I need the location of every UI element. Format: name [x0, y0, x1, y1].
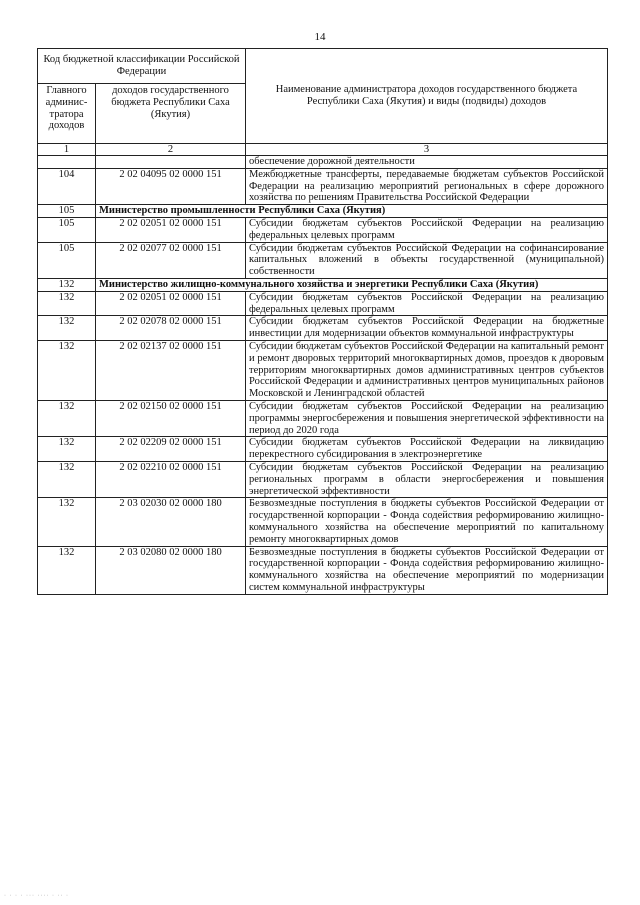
- name-column-header: Наименование администратора доходов государственного бюджета Республики Саха (Якутия) и виды (подвиды) доходов: [246, 49, 608, 144]
- revenue-codes-header: доходов государственного бюджета Республики Саха (Якутия): [96, 84, 246, 144]
- admin-code-cell: 132: [38, 437, 96, 462]
- revenue-name-cell: обеспечение дорожной деятельности: [246, 156, 608, 169]
- admin-code-cell: 132: [38, 316, 96, 341]
- revenue-name-cell: Безвозмездные поступления в бюджеты субъектов Российской Федерации от государственной корпорации - Фонда содействия реформированию жилищно-коммунального хозяйства на обеспечение мероприятий по модернизации систем коммунальной инфраструктуры: [246, 546, 608, 594]
- table-row: [38, 217, 608, 242]
- revenue-code-cell: 2 03 02080 02 0000 180: [96, 546, 246, 594]
- revenue-code-cell: 2 02 02210 02 0000 151: [96, 461, 246, 497]
- table-row: [38, 437, 608, 462]
- revenue-code-cell: 2 02 02077 02 0000 151: [96, 242, 246, 278]
- revenue-code-cell: 2 02 02078 02 0000 151: [96, 316, 246, 341]
- revenue-code-cell: 2 02 04095 02 0000 151: [96, 168, 246, 204]
- table-row: [38, 340, 608, 400]
- revenue-name-cell: Безвозмездные поступления в бюджеты субъектов Российской Федерации от государственной корпорации - Фонда содействия реформированию жилищно-коммунального хозяйства на обеспечение мероприятий по капитальному ремонту многоквартирных домов: [246, 498, 608, 546]
- admin-code-cell: 132: [38, 400, 96, 436]
- admin-code-cell: 132: [38, 291, 96, 316]
- table-row: [38, 242, 608, 278]
- table-row: [38, 461, 608, 497]
- revenue-name-cell: Субсидии бюджетам субъектов Российской Федерации на реализацию федеральных целевых программ: [246, 291, 608, 316]
- table-row: [38, 168, 608, 204]
- ministry-name-cell: Министерство жилищно-коммунального хозяйства и энергетики Республики Саха (Якутия): [96, 278, 608, 291]
- admin-code-cell: 132: [38, 278, 96, 291]
- admin-code-cell: 105: [38, 217, 96, 242]
- table-row: [38, 400, 608, 436]
- chief-administrator-header: Главного админис-тратора доходов: [38, 84, 96, 144]
- classification-code-header: Код бюджетной классификации Российской Федерации: [38, 49, 246, 84]
- table-row: [38, 156, 608, 169]
- scan-artifact-marks: · · · · ··· ···· · ·· ·: [4, 893, 69, 899]
- admin-code-cell: 132: [38, 340, 96, 400]
- revenue-code-cell: 2 02 02209 02 0000 151: [96, 437, 246, 462]
- admin-code-cell: 105: [38, 242, 96, 278]
- revenue-name-cell: Субсидии бюджетам субъектов Российской Федерации на ликвидацию перекрестного субсидирования в электроэнергетике: [246, 437, 608, 462]
- admin-code-cell: 132: [38, 498, 96, 546]
- revenue-name-cell: Субсидии бюджетам субъектов Российской Федерации на реализацию региональных программ в области энергосбережения и повышения энергетической эффективности: [246, 461, 608, 497]
- table-row: [38, 291, 608, 316]
- admin-code-cell: 104: [38, 168, 96, 204]
- admin-code-cell: 105: [38, 205, 96, 218]
- table-body: [38, 156, 608, 595]
- admin-code-cell: 132: [38, 546, 96, 594]
- revenue-code-cell: 2 02 02051 02 0000 151: [96, 291, 246, 316]
- ministry-row: [38, 205, 608, 218]
- revenue-name-cell: Субсидии бюджетам субъектов Российской Федерации на капитальный ремонт и ремонт дворовых территорий многоквартирных домов, проездов к дворовым территориям многоквартирных домов административных центров субъектов Российской Федерации и административных центров муниципальных районов Московской и Ленинградской областей: [246, 340, 608, 400]
- table-row: [38, 546, 608, 594]
- revenue-name-cell: Субсидии бюджетам субъектов Российской Федерации на бюджетные инвестиции для модернизации объектов коммунальной инфраструктуры: [246, 316, 608, 341]
- table-header-row: [38, 49, 608, 84]
- admin-code-cell: [38, 156, 96, 169]
- revenue-code-cell: 2 03 02030 02 0000 180: [96, 498, 246, 546]
- page-number: 14: [314, 31, 326, 43]
- revenue-name-cell: Субсидии бюджетам субъектов Российской Федерации на реализацию программы энергосбережения и повышения энергетической эффективности на период до 2020 года: [246, 400, 608, 436]
- revenue-code-cell: 2 02 02150 02 0000 151: [96, 400, 246, 436]
- ministry-name-cell: Министерство промышленности Республики Саха (Якутия): [96, 205, 608, 218]
- admin-code-cell: 132: [38, 461, 96, 497]
- revenue-code-cell: [96, 156, 246, 169]
- column-numbers-row: [38, 144, 608, 156]
- revenue-name-cell: Межбюджетные трансферты, передаваемые бюджетам субъектов Российской Федерации на реализацию мероприятий региональных в сфере дорожного хозяйства по решениям Правительства Российской Федерации: [246, 168, 608, 204]
- revenue-name-cell: Субсидии бюджетам субъектов Российской Федерации на реализацию федеральных целевых программ: [246, 217, 608, 242]
- table-row: [38, 316, 608, 341]
- column-number-3: 3: [246, 144, 608, 156]
- column-number-1: 1: [38, 144, 96, 156]
- revenue-code-cell: 2 02 02137 02 0000 151: [96, 340, 246, 400]
- table-row: [38, 498, 608, 546]
- ministry-row: [38, 278, 608, 291]
- revenue-code-cell: 2 02 02051 02 0000 151: [96, 217, 246, 242]
- revenue-name-cell: Субсидии бюджетам субъектов Российской Федерации на софинансирование капитальных вложений в объекты государственной (муниципальной) собственности: [246, 242, 608, 278]
- budget-classification-table: [37, 48, 608, 595]
- column-number-2: 2: [96, 144, 246, 156]
